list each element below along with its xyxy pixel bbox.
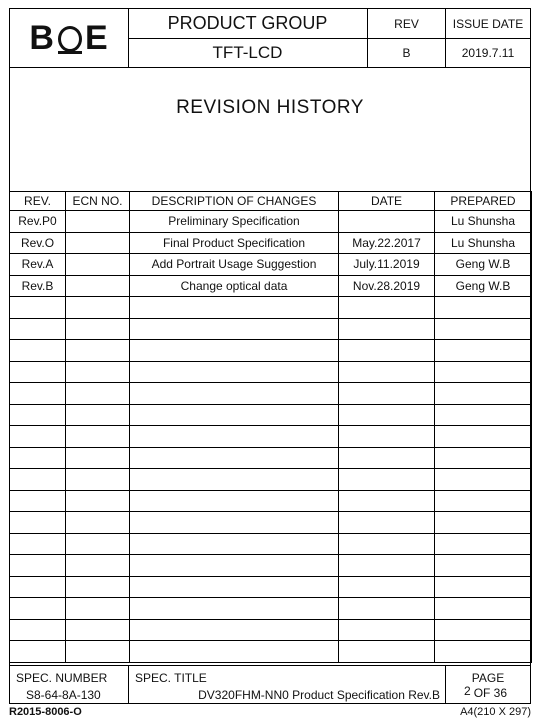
empty-cell (435, 576, 532, 598)
table-row-empty (10, 469, 532, 491)
empty-cell (435, 469, 532, 491)
logo-cell (10, 9, 129, 67)
page-current: 2 (464, 684, 471, 698)
empty-cell (339, 383, 435, 405)
empty-cell (130, 641, 339, 663)
empty-cell (66, 555, 130, 577)
empty-cell (66, 512, 130, 534)
empty-cell (339, 490, 435, 512)
col-rev: REV. (10, 192, 66, 211)
empty-cell (66, 641, 130, 663)
table-row-empty (10, 490, 532, 512)
empty-cell (10, 469, 66, 491)
page-title: REVISION HISTORY (176, 97, 364, 118)
empty-cell (10, 404, 66, 426)
logo-o-icon (57, 21, 83, 55)
table-row-empty (10, 512, 532, 534)
empty-cell (66, 297, 130, 319)
empty-cell (10, 555, 66, 577)
empty-cell (435, 447, 532, 469)
cell-description: Add Portrait Usage Suggestion (130, 254, 339, 276)
cell-date (339, 211, 435, 233)
cell-prepared: Lu Shunsha (435, 232, 532, 254)
col-prepared: PREPARED (435, 192, 532, 211)
cell-date: Nov.28.2019 (339, 275, 435, 297)
empty-cell (130, 383, 339, 405)
table-row-empty (10, 576, 532, 598)
empty-cell (10, 383, 66, 405)
empty-cell (339, 619, 435, 641)
empty-cell (10, 512, 66, 534)
table-row-empty (10, 598, 532, 620)
table-row (10, 211, 532, 233)
spec-number-value: S8-64-8A-130 (26, 688, 101, 702)
paper-size: A4(210 X 297) (460, 706, 531, 718)
header (10, 9, 530, 68)
empty-cell (130, 361, 339, 383)
document-frame (9, 8, 531, 704)
empty-cell (339, 318, 435, 340)
spec-number-label: SPEC. NUMBER (16, 671, 108, 685)
empty-cell (130, 426, 339, 448)
cell-ecn (66, 275, 130, 297)
empty-cell (130, 469, 339, 491)
empty-cell (66, 598, 130, 620)
empty-cell (130, 533, 339, 555)
cell-ecn (66, 211, 130, 233)
empty-cell (66, 383, 130, 405)
empty-cell (10, 598, 66, 620)
page-number (464, 686, 507, 700)
table-row-empty (10, 318, 532, 340)
empty-cell (66, 490, 130, 512)
product-group-label: PRODUCT GROUP (128, 9, 368, 39)
empty-cell (10, 533, 66, 555)
col-date: DATE (339, 192, 435, 211)
empty-cell (10, 641, 66, 663)
empty-cell (66, 426, 130, 448)
empty-cell (339, 533, 435, 555)
empty-cell (130, 576, 339, 598)
empty-cell (130, 340, 339, 362)
empty-cell (66, 447, 130, 469)
boe-logo: B E (29, 18, 109, 57)
page-cell (446, 666, 530, 704)
cell-description: Preliminary Specification (130, 211, 339, 233)
cell-description: Final Product Specification (130, 232, 339, 254)
product-group-value: TFT-LCD (128, 39, 368, 67)
empty-cell (339, 340, 435, 362)
empty-cell (435, 383, 532, 405)
col-description: DESCRIPTION OF CHANGES (130, 192, 339, 211)
rev-label: REV (368, 9, 446, 39)
empty-cell (435, 555, 532, 577)
empty-cell (435, 404, 532, 426)
empty-cell (66, 318, 130, 340)
empty-cell (339, 576, 435, 598)
empty-cell (130, 318, 339, 340)
empty-cell (10, 619, 66, 641)
table-row-empty (10, 383, 532, 405)
table-row-empty (10, 555, 532, 577)
table-header-row (10, 192, 532, 211)
empty-cell (435, 297, 532, 319)
issue-date-value: 2019.7.11 (461, 46, 515, 60)
spec-title-label: SPEC. TITLE (135, 671, 207, 685)
table-row (10, 275, 532, 297)
empty-cell (435, 340, 532, 362)
empty-cell (130, 297, 339, 319)
table-row-empty (10, 447, 532, 469)
spec-title-value: DV320FHM-NN0 Product Specification Rev.B (198, 688, 440, 702)
empty-cell (10, 576, 66, 598)
empty-cell (10, 340, 66, 362)
empty-cell (339, 555, 435, 577)
footer (10, 665, 530, 704)
issue-date-label: ISSUE DATE (446, 9, 530, 39)
page-total: OF 36 (473, 686, 508, 700)
cell-date: May.22.2017 (339, 232, 435, 254)
empty-cell (10, 490, 66, 512)
form-code: R2015-8006-O (9, 706, 82, 718)
rev-value: B (368, 39, 446, 67)
empty-cell (339, 447, 435, 469)
empty-cell (130, 555, 339, 577)
empty-cell (435, 361, 532, 383)
cell-rev: Rev.P0 (10, 211, 66, 233)
empty-cell (130, 512, 339, 534)
empty-cell (435, 426, 532, 448)
empty-cell (66, 469, 130, 491)
empty-cell (435, 619, 532, 641)
empty-cell (339, 469, 435, 491)
empty-cell (435, 598, 532, 620)
empty-cell (130, 490, 339, 512)
cell-prepared: Geng W.B (435, 275, 532, 297)
empty-cell (66, 619, 130, 641)
cell-prepared: Geng W.B (435, 254, 532, 276)
empty-cell (435, 533, 532, 555)
empty-cell (10, 361, 66, 383)
cell-date: July.11.2019 (339, 254, 435, 276)
table-row-empty (10, 361, 532, 383)
revision-history-table (9, 191, 532, 663)
empty-cell (339, 512, 435, 534)
empty-cell (339, 297, 435, 319)
table-row-empty (10, 297, 532, 319)
empty-cell (10, 297, 66, 319)
empty-cell (10, 426, 66, 448)
table-row-empty (10, 426, 532, 448)
table-row-empty (10, 404, 532, 426)
empty-cell (339, 404, 435, 426)
empty-cell (339, 641, 435, 663)
cell-rev: Rev.O (10, 232, 66, 254)
empty-cell (130, 447, 339, 469)
table-row-empty (10, 340, 532, 362)
col-ecn: ECN NO. (66, 192, 130, 211)
table-row-empty (10, 619, 532, 641)
cell-rev: Rev.A (10, 254, 66, 276)
empty-cell (66, 404, 130, 426)
cell-ecn (66, 232, 130, 254)
empty-cell (435, 512, 532, 534)
empty-cell (66, 576, 130, 598)
table-row (10, 254, 532, 276)
empty-cell (66, 340, 130, 362)
empty-cell (10, 318, 66, 340)
cell-rev: Rev.B (10, 275, 66, 297)
empty-cell (130, 598, 339, 620)
cell-prepared: Lu Shunsha (435, 211, 532, 233)
empty-cell (435, 490, 532, 512)
empty-cell (339, 598, 435, 620)
table-row-empty (10, 641, 532, 663)
page-label: PAGE (471, 671, 505, 685)
empty-cell (339, 361, 435, 383)
table-row (10, 232, 532, 254)
table-row-empty (10, 533, 532, 555)
empty-cell (435, 318, 532, 340)
empty-cell (130, 404, 339, 426)
spec-number-cell (10, 666, 129, 704)
empty-cell (339, 426, 435, 448)
empty-cell (66, 533, 130, 555)
cell-description: Change optical data (130, 275, 339, 297)
empty-cell (435, 641, 532, 663)
spec-title-cell (129, 666, 446, 704)
empty-cell (130, 619, 339, 641)
empty-cell (66, 361, 130, 383)
cell-ecn (66, 254, 130, 276)
empty-cell (10, 447, 66, 469)
